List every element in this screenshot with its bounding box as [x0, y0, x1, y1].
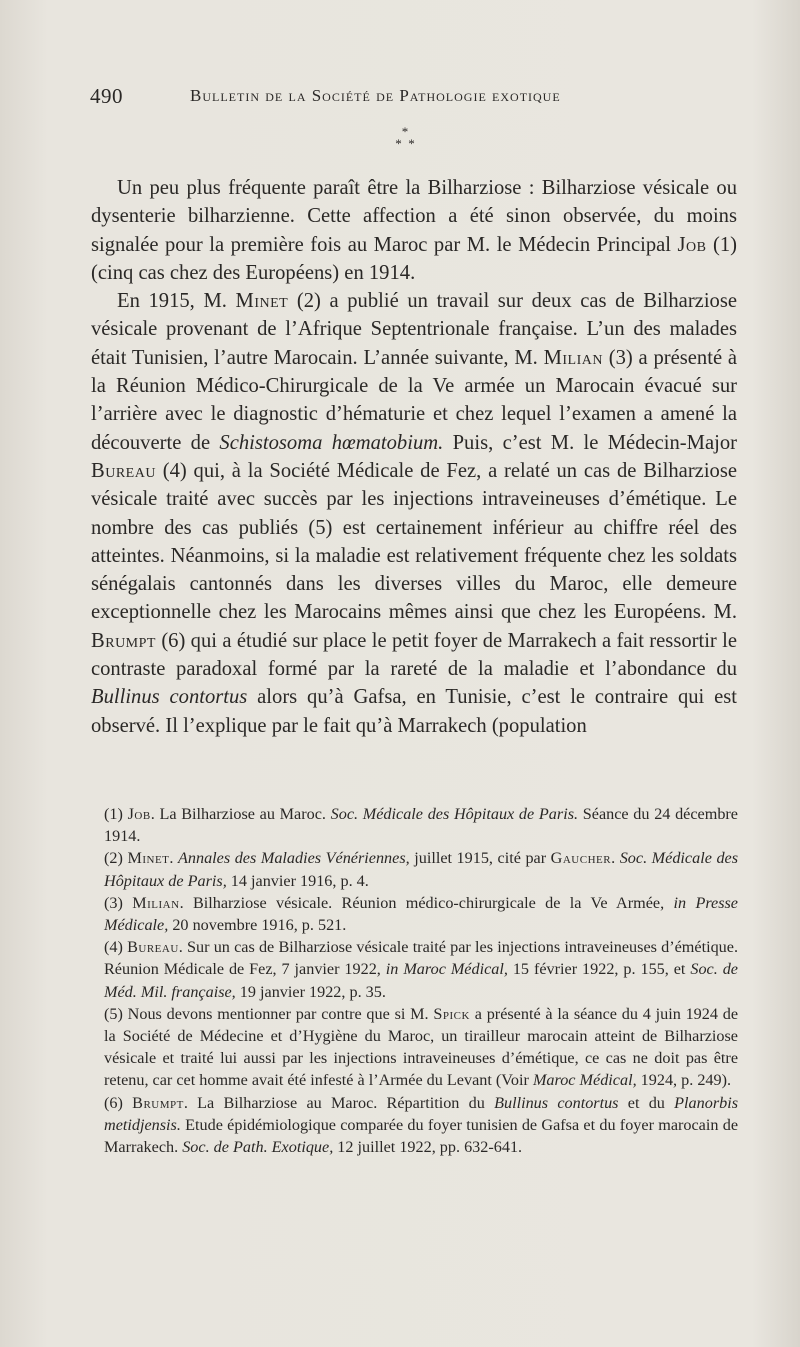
author-name: Bureau	[127, 938, 179, 957]
text-run: juillet 1915, cité par	[409, 849, 551, 868]
author-name: Milian	[132, 893, 180, 912]
running-title: Bulletin de la Société de Pathologie exotique	[190, 86, 561, 105]
italic-text: Soc. Médicale des Hôpitaux de Paris.	[330, 805, 579, 823]
footnote	[104, 936, 738, 1003]
italic-text: Soc. Médicale des Hôpitaux de Paris,	[104, 849, 739, 890]
text-run: (3) a présenté à la Réunion Médico-Chirurgicale de la Ve armée un Marocain évacué sur l’arrière avec le diagnostic d’hématurie et chez lequel l’examen a amené la découverte de	[91, 346, 737, 454]
author-name: Spick	[433, 1004, 470, 1023]
body-text	[91, 174, 737, 740]
text-run: .	[169, 849, 178, 868]
author-name: Minet	[235, 290, 289, 313]
text-run: Puis, c’est M. le Médecin-Major	[443, 431, 737, 454]
text-run: et du	[618, 1093, 675, 1112]
footnote	[104, 1092, 738, 1159]
text-run: (6) qui a étudié sur place le petit foyer de Marrakech a fait ressortir le contraste paradoxal formé par la rareté de la maladie et l’abondance du	[91, 629, 737, 681]
italic-text: Maroc Médical,	[532, 1071, 637, 1090]
text-run: 19 janvier 1922, p. 35.	[235, 982, 386, 1001]
text-run: . Bilharziose vésicale. Réunion médico-chirurgicale de la Ve Armée,	[179, 893, 674, 912]
text-run: . Sur un cas de Bilharziose vésicale traité par les injections intraveineuses d’émétique. Réunion Médicale de Fez, 7 janvier 1922,	[104, 938, 738, 979]
italic-text: in Presse Médicale,	[104, 893, 738, 935]
author-name: Milian	[543, 346, 603, 369]
footnote	[104, 892, 738, 936]
text-run: Etude épidémiologique comparée du foyer tunisien de Gafsa et du foyer marocain de Marrakech.	[104, 1115, 738, 1157]
text-run: Séance du 24 décembre 1914.	[104, 805, 738, 846]
author-name: Brumpt	[91, 629, 156, 652]
text-run: (5) Nous devons mentionner par contre que si M.	[104, 1004, 434, 1023]
footnote	[104, 847, 738, 891]
footnotes	[104, 803, 738, 1158]
text-run: (4) qui, à la Société Médicale de Fez, a relaté un cas de Bilharziose vésicale traité avec succès par les injections intraveineuses d’émétique. Le nombre des cas publiés (5) est certainement inférieur au chiffre réel des atteintes. Néanmoins, si la maladie est relativement fréquente chez les soldats sénégalais cantonnés dans les diverses villes du Maroc, elle demeure exceptionnelle chez les Marocains mêmes ainsi que chez les Européens. M.	[91, 459, 737, 624]
author-name: Gaucher	[550, 849, 612, 868]
text-run: . La Bilharziose au Maroc.	[150, 805, 331, 823]
paragraph	[91, 174, 737, 287]
italic-text: Bullinus contortus	[494, 1093, 619, 1112]
paragraph	[91, 287, 737, 740]
author-name: Brumpt	[132, 1093, 184, 1112]
page-header	[90, 84, 750, 114]
text-run: (2) a publié un travail sur deux cas de Bilharziose vésicale provenant de l’Afrique Septentrionale française. L’un des malades était Tunisien, l’autre Marocain. L’année suivante, M.	[91, 290, 737, 369]
text-run: 15 février 1922, p. 155, et	[507, 960, 691, 979]
text-run: (3)	[104, 893, 133, 912]
italic-text: Bullinus contortus	[91, 686, 248, 709]
italic-text: Soc. de Méd. Mil. française,	[104, 960, 738, 1001]
footnote	[104, 803, 738, 847]
author-name: Job	[677, 233, 707, 256]
text-run: En 1915, M.	[117, 290, 236, 313]
text-run: (1) (cinq cas chez des Européens) en 1914.	[91, 233, 737, 284]
ornament-bottom: * *	[395, 136, 415, 151]
text-run: a présenté à la séance du 4 juin 1924 de la Société de Médecine et d’Hygiène du Maroc, un tirailleur marocain atteint de Bilharziose vésicale et traité lui aussi par les injections intraveineuses d’émétique, ce cas ne doit pas être retenu, car cet homme avait été infesté à l’Armée du Levant (Voir	[104, 1004, 739, 1090]
text-run: . La Bilharziose au Maroc. Répartition du	[183, 1093, 495, 1112]
italic-text: Soc. de Path. Exotique,	[182, 1138, 334, 1157]
text-run: (1)	[104, 805, 128, 823]
author-name: Job	[127, 805, 151, 823]
author-name: Minet	[127, 849, 170, 868]
text-run: 12 juillet 1922, pp. 632-641.	[333, 1138, 523, 1157]
ornament-top: *	[401, 124, 409, 139]
page-number: 490	[90, 84, 123, 108]
asterism-ornament	[380, 126, 430, 150]
italic-text: Planorbis metidjensis.	[104, 1093, 739, 1134]
text-run: (4)	[104, 938, 128, 957]
text-run: Un peu plus fréquente paraît être la Bilharziose : Bilharziose vésicale ou dysenterie bilharzienne. Cette affection a été sinon observée, du moins signalée pour la première fois au Maroc par M. le Médecin Principal	[91, 177, 737, 256]
text-run: (2)	[104, 849, 128, 868]
footnote	[104, 1003, 738, 1092]
text-run: 20 novembre 1916, p. 521.	[168, 916, 347, 935]
text-run: 14 janvier 1916, p. 4.	[226, 871, 369, 890]
text-run: alors qu’à Gafsa, en Tunisie, c’est le contraire qui est observé. Il l’explique par le fait qu’à Marrakech (population	[91, 686, 737, 737]
text-run: .	[611, 849, 620, 868]
italic-text: Schistosoma hœmatobium.	[219, 431, 444, 454]
italic-text: in Maroc Médical,	[385, 960, 508, 979]
italic-text: Annales des Maladies Vénériennes,	[178, 849, 410, 868]
text-run: 1924, p. 249).	[636, 1071, 732, 1090]
text-run: (6)	[104, 1093, 133, 1112]
author-name: Bureau	[91, 459, 156, 482]
